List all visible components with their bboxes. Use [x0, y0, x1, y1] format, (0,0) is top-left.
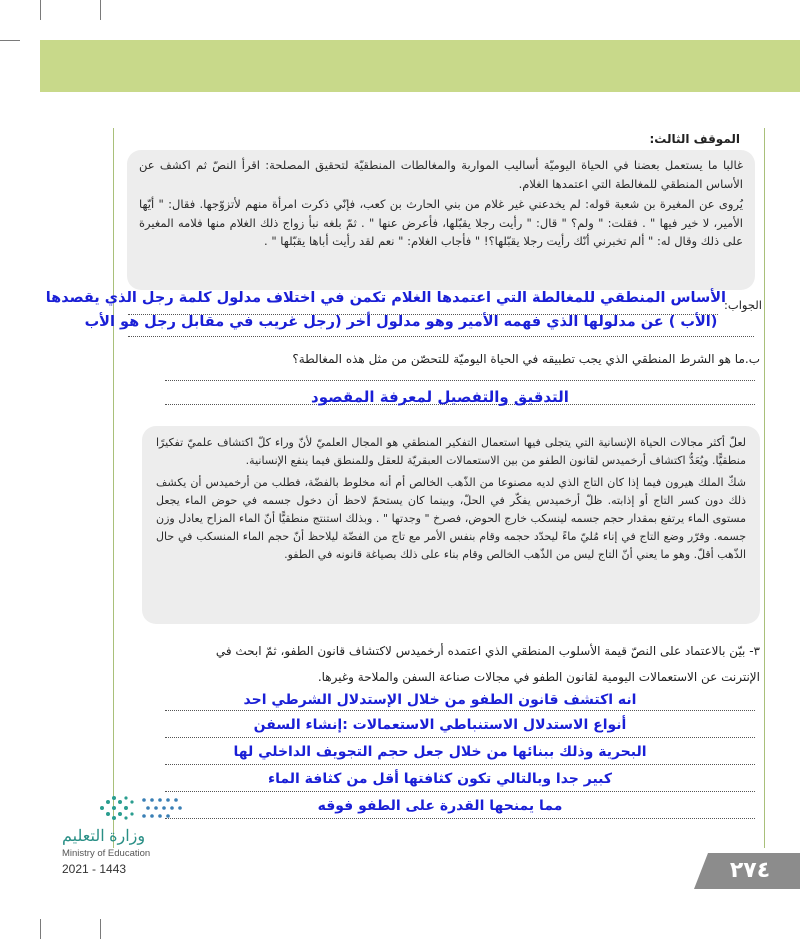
archimedes-intro: لعلّ أكثر مجالات الحياة الإنسانية التي يتجلى فيها استعمال التفكير المنطقي هو المجال العلميّ لأنّ وراء كلّ اكتشاف علميّ تفكيرًا منطقيًّا. ويُعَدُّ اكتشاف أرخميدس لقانون الطفو من بين الاستعمالات العبقريّة للعقل وللمنطق فيما ينفع الإنسانية.	[156, 436, 746, 467]
ministry-name-arabic: وزارة التعليم	[62, 828, 146, 845]
crop-mark	[100, 919, 101, 939]
ministry-name-english: Ministry of Education	[62, 848, 151, 859]
section-heading: الموقف الثالث:	[649, 132, 740, 146]
handwritten-answer-3-line: كبير جدا وبالتالي تكون كثافتها أقل من كثافة الماء	[267, 771, 613, 787]
handwritten-answer-3-line: أنواع الاستدلال الاستنباطي الاستعمالات :إنشاء السفن	[253, 717, 627, 733]
archimedes-text-box	[142, 426, 760, 624]
handwritten-answer-3-line: مما يمنحها القدرة على الطفو فوقه	[317, 798, 563, 814]
crop-mark	[0, 40, 20, 41]
crop-mark	[40, 0, 41, 20]
crop-mark	[100, 0, 101, 20]
intro-paragraph: غالبا ما يستعمل بعضنا في الحياة اليوميّة أساليب المواربة والمغالطات المنطقيّة لتحقيق المصلحة: اقرأ النصّ ثم اكشف عن الأساس المنطقي للمغالطة التي اعتمدها الغلام.	[139, 158, 743, 191]
answer-line	[165, 764, 755, 765]
answer-line	[165, 710, 755, 711]
page-number: ٢٧٤	[729, 858, 771, 883]
edition-year: 2021 - 1443	[62, 862, 127, 876]
answer-line	[165, 818, 755, 819]
ministry-logo-icon	[96, 790, 192, 826]
handwritten-answer-3-line: انه اكتشف قانون الطفو من خلال الإستدلال الشرطي احد	[243, 692, 637, 708]
handwritten-answer-a-line1: الأساس المنطقي للمغالطة التي اعتمدها الغلام تكمن في اختلاف مدلول كلمة رجل الذي يقصدها	[45, 290, 726, 306]
answer-line	[165, 737, 755, 738]
archimedes-story: شكّ الملك هيرون فيما إذا كان التاج الذي لديه مصنوعا من الذّهب الخالص أم أنه مخلوط بالفضّة، فطلب من أرخميدس أن يكشف ذلك دون كسر التاج أو إذابته. ظلّ أرخميدس يفكّر في الحلّ، وبينما كان يستحمّ لاحظ أن دخول جسمه في حوض الماء يجعل مستوى الماء يرتفع بمقدار حجم جسمه لينسكب خارج الحوض، فصرخ " وجدتها " . وبذلك استنتج منطقيًّا أنّ الماء المزاح يعادل وزن جسمه. وقرّر وضع التاج في إناء مُليّ ماءً ليحدّد حجمه وقام بنفس الأمر مع تاج من الفضّة ليلاحظ أنّ حجم الماء المنسكب في حال الذّهب أقلّ. وهو ما يعني أنّ التاج ليس من الذّهب الخالص وقام بناء على ذلك بصياغة قانونه في الطفو.	[156, 476, 746, 561]
answer-label: الجواب:	[724, 298, 762, 312]
answer-line	[165, 380, 755, 381]
answer-line	[165, 791, 755, 792]
handwritten-answer-b: التدقيق والتفصيل لمعرفة المقصود	[311, 388, 569, 406]
question-3-line2: الإنترنت عن الاستعمالات اليومية لقانون الطفو في مجالات صناعة السفن والملاحة وغيرها.	[317, 670, 760, 684]
answer-line	[128, 336, 754, 337]
handwritten-answer-3-line: البحرية وذلك ببنائها من خلال جعل حجم التجويف الداخلي لها	[233, 744, 647, 760]
question-3-line1: ٣- بيّن بالاعتماد على النصّ قيمة الأسلوب المنطقي الذي اعتمده أرخميدس لاكتشاف قانون الطفو، ثمّ ابحث في	[215, 644, 760, 658]
question-b: ب.ما هو الشرط المنطقي الذي يجب تطبيقه في الحياة اليوميّة للتحصّن من مثل هذه المغالطة؟	[292, 352, 760, 366]
handwritten-answer-a-line2: (الأب ) عن مدلولها الذي فهمه الأمير وهو مدلول أخر (رجل غريب في مقابل رجل هو الأب	[84, 314, 718, 330]
crop-mark	[40, 919, 41, 939]
header-band	[40, 40, 800, 92]
intro-text-box	[127, 150, 755, 290]
story-paragraph: يُروى عن المغيرة بن شعبة قوله: لم يخدعني غير غلام من بني الحارث بن كعب، فإنّي ذكرت امرأة منهم لأتزوّجها. فقال: " أيّها الأمير، لا خير فيها " . فقلت: " ولم؟ " قال: " رأيت رجلا يقبّلها، فأعرض عنها " . ثمّ بلغه نبأ زواج ذلك الغلام منها فلامه المغيرة على ذلك وقال له: " ألم تخبرني أنّك رأيت رجلا يقبّلها؟! " فأجاب الغلام: " نعم لقد رأيت أباها يقبّلها " .	[139, 197, 743, 248]
